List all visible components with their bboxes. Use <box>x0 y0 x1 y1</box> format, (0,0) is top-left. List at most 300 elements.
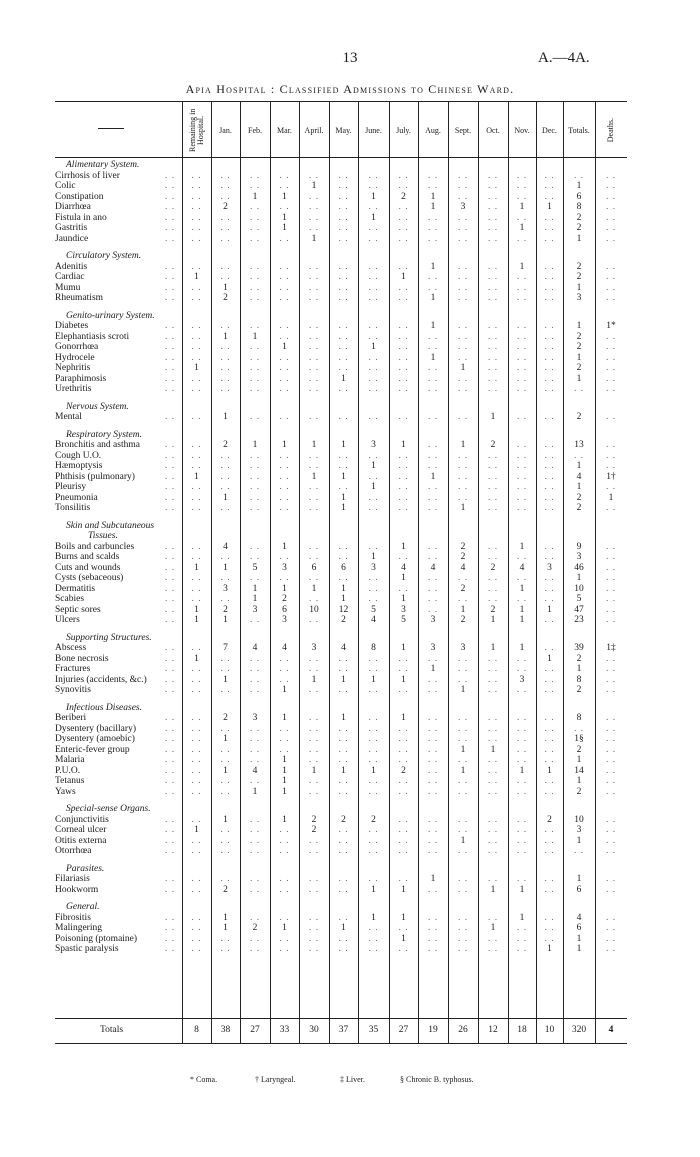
table-cell: . . <box>308 331 320 342</box>
table-cell: . . <box>249 233 261 244</box>
table-cell: 2 <box>282 594 287 604</box>
table-cell: . . <box>427 744 439 755</box>
table-cell: . . <box>516 755 528 765</box>
row-label: Yaws <box>55 786 76 797</box>
table-cell: . . <box>605 562 617 573</box>
table-cell: . . <box>368 363 379 373</box>
table-cell: . . <box>338 342 349 352</box>
table-cell: . . <box>368 583 379 594</box>
table-cell: 1 <box>371 342 376 352</box>
table-cell: 1 <box>223 765 228 776</box>
table-cell: . . <box>398 233 409 244</box>
table-cell: 1 <box>401 594 406 604</box>
table-cell: . . <box>249 352 261 363</box>
table-cell: . . <box>516 384 528 394</box>
table-cell: . . <box>427 604 439 615</box>
table-cell: 1 <box>282 923 287 933</box>
table-cell: 1† <box>606 471 616 482</box>
row-label: Phthisis (pulmonary) <box>55 471 135 482</box>
leader-dots: . . <box>165 282 176 293</box>
row-label: Colic <box>55 181 76 191</box>
row-label: Ulcers <box>55 615 80 625</box>
table-cell: . . <box>279 825 290 835</box>
table-cell: . . <box>338 363 349 373</box>
totals-top-rule <box>55 1018 627 1019</box>
table-cell: . . <box>544 471 555 482</box>
table-cell: . . <box>605 223 617 233</box>
table-cell: . . <box>368 202 379 212</box>
table-cell: 1 <box>519 202 525 212</box>
table-cell: 1 <box>371 765 376 776</box>
row-label: Fractures <box>55 664 91 674</box>
table-cell: . . <box>220 352 231 363</box>
table-cell: . . <box>338 181 349 191</box>
table-cell: . . <box>338 835 349 846</box>
table-cell: . . <box>279 373 290 384</box>
row-label: Gastritis <box>55 223 88 233</box>
table-cell: . . <box>338 223 349 233</box>
table-cell: 1 <box>430 321 436 331</box>
table-cell: . . <box>368 723 379 734</box>
table-cell: 1 <box>547 202 552 212</box>
table-cell: . . <box>249 723 261 734</box>
table-cell: . . <box>398 384 409 394</box>
table-cell: 10 <box>544 1025 555 1035</box>
table-cell: 1 <box>341 373 346 384</box>
table-cell: . . <box>368 776 379 786</box>
table-cell: . . <box>308 552 320 562</box>
table-cell: . . <box>544 643 555 653</box>
leader-dots: . . <box>165 541 176 552</box>
table-cell: 1 <box>371 191 376 202</box>
table-cell: 5 <box>252 562 258 573</box>
table-cell: 1 <box>282 776 287 786</box>
table-cell: . . <box>338 352 349 363</box>
table-cell: . . <box>487 233 499 244</box>
table-cell: . . <box>249 874 261 884</box>
table-cell: . . <box>249 482 261 492</box>
table-cell: . . <box>487 552 499 562</box>
table-cell: 1 <box>519 615 525 625</box>
column-header-text: April. <box>304 125 324 135</box>
table-cell: . . <box>544 282 555 293</box>
table-cell: 1 <box>341 594 346 604</box>
table-cell: 1 <box>547 604 552 615</box>
table-cell: . . <box>279 912 290 923</box>
table-cell: . . <box>487 384 499 394</box>
table-cell: 1 <box>547 653 552 664</box>
table-cell: . . <box>398 835 409 846</box>
table-cell: 4 <box>282 643 287 653</box>
table-cell: . . <box>279 552 290 562</box>
table-cell: . . <box>308 573 320 583</box>
table-cell: 1 <box>576 461 582 471</box>
table-cell: . . <box>191 492 202 503</box>
table-cell: 4 <box>401 562 406 573</box>
table-cell: . . <box>279 293 290 303</box>
table-cell: 10 <box>574 583 584 594</box>
table-cell: . . <box>544 723 555 734</box>
table-cell: . . <box>368 331 379 342</box>
leader-dots: . . <box>165 776 176 786</box>
leader-dots: . . <box>165 713 176 723</box>
table-cell: . . <box>457 923 469 933</box>
table-cell: . . <box>544 835 555 846</box>
table-cell: . . <box>516 552 528 562</box>
table-cell: . . <box>279 282 290 293</box>
table-cell: . . <box>249 450 261 461</box>
table-cell: . . <box>544 776 555 786</box>
table-cell: 1 <box>282 223 287 233</box>
footnote: † Laryngeal. <box>255 1075 296 1084</box>
table-cell: 1 <box>194 471 199 482</box>
leader-dots: . . <box>165 272 176 282</box>
row-label: Elephantiasis scroti <box>55 331 130 342</box>
table-cell: . . <box>487 685 499 695</box>
table-cell: . . <box>308 223 320 233</box>
table-cell: . . <box>338 723 349 734</box>
leader-dots: . . <box>165 765 176 776</box>
row-label: Enteric-fever group <box>55 744 130 755</box>
table-cell: . . <box>605 912 617 923</box>
table-cell: . . <box>457 573 469 583</box>
table-cell: 6 <box>341 562 346 573</box>
table-cell: . . <box>308 744 320 755</box>
leader-dots: . . <box>165 233 176 244</box>
table-cell: . . <box>368 503 379 513</box>
table-cell: . . <box>191 541 202 552</box>
table-cell: . . <box>249 181 261 191</box>
table-cell: 1 <box>430 191 436 202</box>
table-cell: . . <box>516 933 528 944</box>
section-heading: Tissues. <box>88 531 118 541</box>
table-cell: . . <box>249 912 261 923</box>
table-cell: 9 <box>576 541 582 552</box>
table-cell: 1 <box>282 786 287 797</box>
table-cell: . . <box>516 440 528 450</box>
table-cell: . . <box>338 282 349 293</box>
table-cell: 1 <box>401 912 406 923</box>
table-cell: 1* <box>606 321 616 331</box>
table-cell: . . <box>368 261 379 272</box>
table-cell: 1 <box>460 685 466 695</box>
table-cell: . . <box>516 825 528 835</box>
table-cell: . . <box>427 933 439 944</box>
label-column-header <box>98 128 124 129</box>
table-cell: 1 <box>371 674 376 685</box>
table-cell: . . <box>605 846 617 856</box>
row-label: Hookworm <box>55 884 99 895</box>
table-cell: . . <box>457 825 469 835</box>
table-cell: . . <box>368 492 379 503</box>
table-cell: . . <box>605 450 617 461</box>
table-cell: . . <box>427 594 439 604</box>
table-cell: 2 <box>223 713 228 723</box>
table-cell: . . <box>544 685 555 695</box>
column-header-text: Mar. <box>277 125 292 135</box>
table-cell: . . <box>487 202 499 212</box>
table-cell: . . <box>191 835 202 846</box>
table-cell: . . <box>308 944 320 954</box>
table-cell: 1 <box>576 755 582 765</box>
table-cell: . . <box>605 835 617 846</box>
table-cell: . . <box>516 685 528 695</box>
table-cell: . . <box>191 450 202 461</box>
table-cell: 8 <box>194 1025 199 1035</box>
table-cell: 2 <box>223 202 228 212</box>
table-cell: . . <box>605 594 617 604</box>
table-cell: 1 <box>460 440 466 450</box>
table-cell: . . <box>308 293 320 303</box>
table-cell: 4 <box>576 912 582 923</box>
table-cell: . . <box>457 884 469 895</box>
table-cell: . . <box>191 261 202 272</box>
table-cell: 1 <box>576 874 582 884</box>
table-cell: . . <box>457 461 469 471</box>
table-cell: 1 <box>223 282 228 293</box>
row-label: Hæmoptysis <box>55 461 103 471</box>
table-cell: 1 <box>519 765 525 776</box>
table-cell: . . <box>544 734 555 744</box>
table-cell: . . <box>573 450 585 461</box>
table-cell: . . <box>279 202 290 212</box>
leader-dots: . . <box>165 884 176 895</box>
table-cell: . . <box>249 615 261 625</box>
row-label: Abscess <box>55 643 87 653</box>
table-cell: . . <box>427 573 439 583</box>
column-header-text: Totals. <box>568 125 590 135</box>
table-cell: . . <box>487 492 499 503</box>
row-label: Gonorrhœa <box>55 342 99 352</box>
table-cell: 3 <box>460 202 466 212</box>
table-cell: . . <box>605 384 617 394</box>
table-cell: . . <box>487 181 499 191</box>
table-cell: 35 <box>368 1025 379 1035</box>
table-cell: . . <box>191 643 202 653</box>
table-cell: 1 <box>311 583 317 594</box>
table-cell: . . <box>544 440 555 450</box>
table-cell: 1 <box>519 912 525 923</box>
table-cell: 2 <box>576 331 582 342</box>
table-cell: . . <box>191 786 202 797</box>
table-cell: . . <box>220 450 231 461</box>
leader-dots: . . <box>165 923 176 933</box>
table-cell: . . <box>308 846 320 856</box>
table-cell: . . <box>457 352 469 363</box>
leader-dots: . . <box>165 944 176 954</box>
table-cell: . . <box>220 191 231 202</box>
table-cell: . . <box>605 552 617 562</box>
table-cell: . . <box>220 786 231 797</box>
row-label: Nephritis <box>55 363 91 373</box>
table-cell: . . <box>457 223 469 233</box>
table-cell: 1 <box>608 492 614 503</box>
table-cell: . . <box>220 573 231 583</box>
leader-dots: . . <box>165 384 176 394</box>
table-cell: . . <box>249 412 261 422</box>
table-cell: . . <box>191 583 202 594</box>
table-cell: 2 <box>490 562 496 573</box>
table-cell: . . <box>308 835 320 846</box>
table-cell: . . <box>191 734 202 744</box>
table-cell: . . <box>279 573 290 583</box>
table-cell: 2 <box>311 825 317 835</box>
table-cell: 1 <box>519 884 525 895</box>
table-cell: . . <box>544 321 555 331</box>
table-cell: . . <box>427 503 439 513</box>
table-cell: . . <box>487 541 499 552</box>
table-cell: . . <box>398 261 409 272</box>
table-cell: . . <box>249 261 261 272</box>
table-cell: 37 <box>338 1025 349 1035</box>
table-cell: . . <box>487 482 499 492</box>
table-cell: . . <box>338 734 349 744</box>
column-header <box>536 103 563 157</box>
leader-dots: . . <box>165 583 176 594</box>
table-cell: . . <box>220 212 231 223</box>
table-cell: . . <box>308 272 320 282</box>
table-cell: 1 <box>576 233 582 244</box>
table-cell: . . <box>191 744 202 755</box>
table-cell: . . <box>457 786 469 797</box>
leader-dots: . . <box>165 482 176 492</box>
table-cell: 13 <box>574 440 584 450</box>
table-cell: . . <box>220 233 231 244</box>
table-cell: . . <box>368 664 379 674</box>
table-cell: 8 <box>576 202 582 212</box>
table-cell: . . <box>457 912 469 923</box>
table-cell: . . <box>249 884 261 895</box>
table-cell: . . <box>457 191 469 202</box>
table-cell: . . <box>398 181 409 191</box>
table-cell: 1 <box>490 923 496 933</box>
table-cell: . . <box>368 272 379 282</box>
table-cell: . . <box>279 261 290 272</box>
table-cell: . . <box>605 765 617 776</box>
leader-dots: . . <box>165 212 176 223</box>
table-cell: 1 <box>282 440 287 450</box>
table-cell: 4 <box>252 643 258 653</box>
table-cell: . . <box>457 342 469 352</box>
leader-dots: . . <box>165 170 176 181</box>
table-cell: . . <box>279 744 290 755</box>
table-cell: . . <box>487 461 499 471</box>
table-cell: . . <box>427 282 439 293</box>
table-cell: . . <box>191 594 202 604</box>
table-cell: . . <box>368 321 379 331</box>
table-cell: 47 <box>574 604 584 615</box>
table-cell: 2 <box>490 604 496 615</box>
row-label: Bronchitis and asthma <box>55 440 140 450</box>
table-cell: . . <box>249 835 261 846</box>
table-cell: . . <box>544 233 555 244</box>
table-cell: . . <box>605 744 617 755</box>
table-cell: . . <box>605 653 617 664</box>
table-cell: 1 <box>371 884 376 895</box>
table-cell: 2 <box>490 440 496 450</box>
leader-dots: . . <box>165 562 176 573</box>
table-cell: . . <box>398 471 409 482</box>
table-cell: . . <box>427 461 439 471</box>
table-cell: 3 <box>371 562 376 573</box>
table-cell: . . <box>279 734 290 744</box>
table-cell: . . <box>516 503 528 513</box>
table-cell: . . <box>279 846 290 856</box>
table-cell: . . <box>487 583 499 594</box>
table-cell: 2 <box>401 191 406 202</box>
table-cell: . . <box>573 170 585 181</box>
table-cell: 5 <box>576 594 582 604</box>
table-cell: . . <box>308 202 320 212</box>
table-cell: . . <box>516 352 528 363</box>
table-cell: . . <box>544 261 555 272</box>
table-cell: . . <box>191 440 202 450</box>
table-cell: 27 <box>250 1025 260 1035</box>
table-cell: 1 <box>430 664 436 674</box>
table-cell: 14 <box>574 765 584 776</box>
table-cell: . . <box>249 541 261 552</box>
table-cell: . . <box>457 373 469 384</box>
table-cell: . . <box>605 664 617 674</box>
table-cell: . . <box>427 685 439 695</box>
table-cell: . . <box>457 594 469 604</box>
table-cell: . . <box>457 734 469 744</box>
section-heading: Circulatory System. <box>66 251 142 261</box>
table-cell: . . <box>457 331 469 342</box>
table-cell: . . <box>308 170 320 181</box>
table-cell: . . <box>544 713 555 723</box>
table-cell: . . <box>398 293 409 303</box>
row-label: Hydrocele <box>55 352 95 363</box>
table-cell: . . <box>544 755 555 765</box>
row-label: Diarrhœa <box>55 202 91 212</box>
table-cell: 1 <box>252 440 258 450</box>
footnote: ‡ Liver. <box>340 1075 365 1084</box>
table-cell: 2 <box>576 492 582 503</box>
table-cell: . . <box>368 471 379 482</box>
table-cell: . . <box>308 884 320 895</box>
table-cell: . . <box>368 352 379 363</box>
table-cell: . . <box>368 412 379 422</box>
table-cell: . . <box>338 191 349 202</box>
table-cell: 1 <box>547 765 552 776</box>
table-cell: . . <box>398 212 409 223</box>
table-cell: 1 <box>371 482 376 492</box>
table-cell: . . <box>368 846 379 856</box>
table-cell: . . <box>220 223 231 233</box>
row-label: Malingering <box>55 923 102 933</box>
table-cell: . . <box>427 674 439 685</box>
table-cell: . . <box>249 944 261 954</box>
table-cell: . . <box>279 461 290 471</box>
table-cell: . . <box>249 933 261 944</box>
table-cell: . . <box>605 293 617 303</box>
leader-dots: . . <box>165 321 176 331</box>
table-cell: . . <box>427 846 439 856</box>
table-cell: 3 <box>430 615 436 625</box>
table-cell: 1 <box>460 503 466 513</box>
table-cell: . . <box>338 321 349 331</box>
column-header-text: June. <box>365 125 382 135</box>
table-cell: . . <box>249 492 261 503</box>
table-cell: 1 <box>341 492 346 503</box>
row-label: Beriberi <box>55 713 87 723</box>
table-cell: . . <box>308 412 320 422</box>
table-cell: 1 <box>341 503 346 513</box>
table-cell: 1 <box>252 191 258 202</box>
table-cell: . . <box>605 272 617 282</box>
table-cell: . . <box>487 755 499 765</box>
